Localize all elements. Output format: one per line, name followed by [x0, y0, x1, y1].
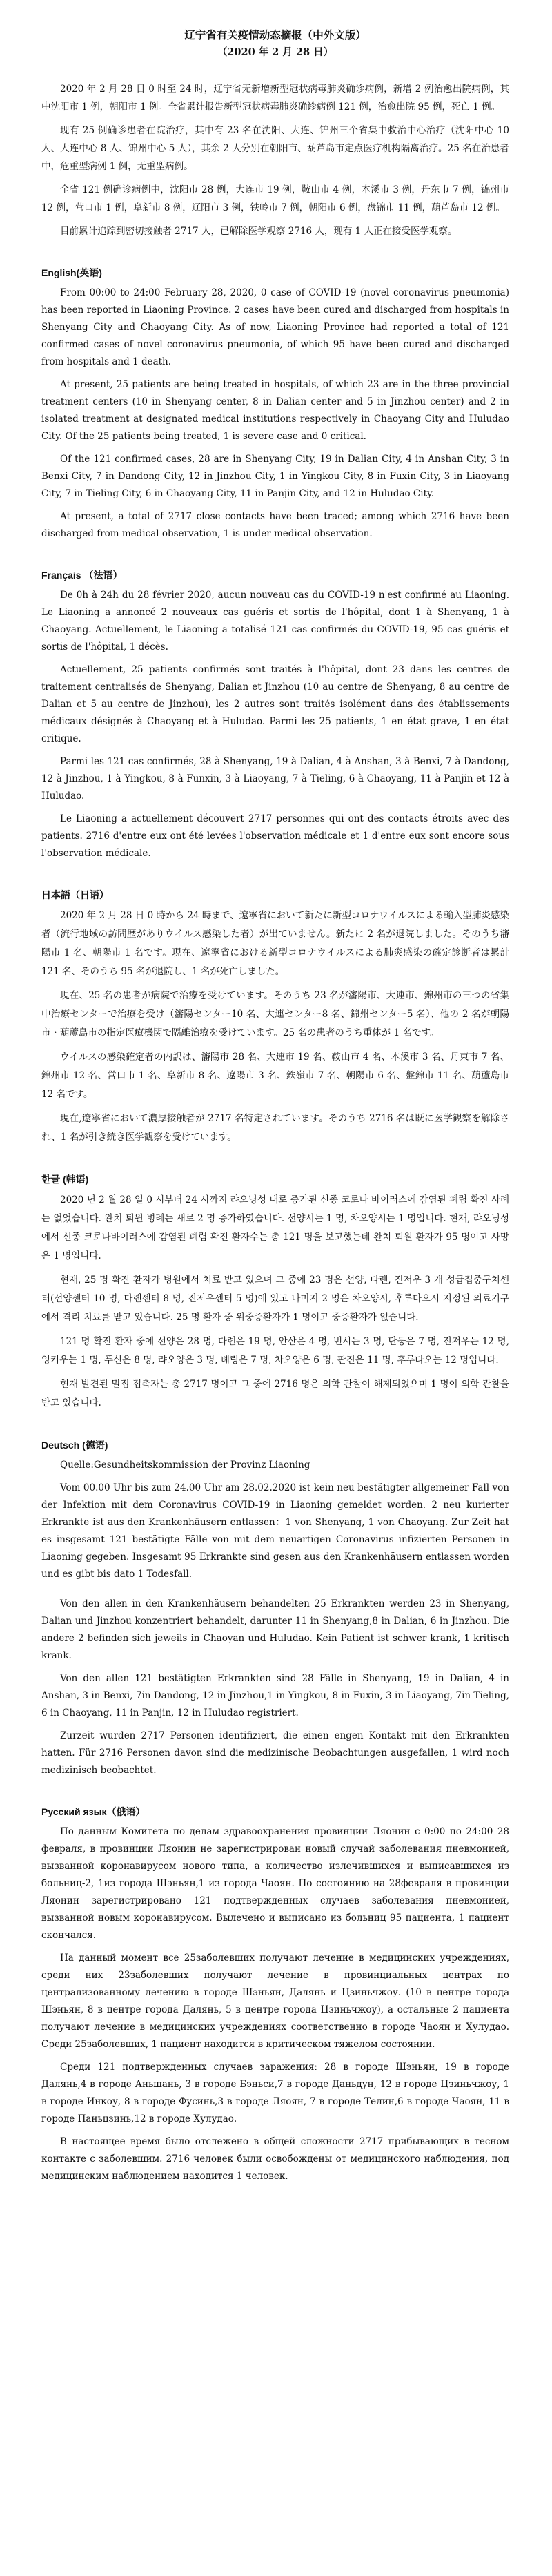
document-title: 辽宁省有关疫情动态摘报（中外文版）	[184, 28, 366, 41]
paragraph-source: Quelle:Gesundheitskommission der Provinz Liaoning	[60, 1460, 310, 1471]
paragraph: From 00:00 to 24:00 February 28, 2020, 0 case of COVID-19 (novel coronavirus pneumonia) has been reported in Liaoning Province. 2 cases have been cured and discharged from hospitals in Shenyang City and Chaoyang City. As of now, Liaoning Province had reported a total of 121 confirmed cases of novel coronavirus pneumonia, of which 95 have been cured and discharged from hospitals and 1 death.	[41, 287, 509, 367]
section-french	[41, 568, 509, 862]
section-korean	[41, 1172, 509, 1413]
paragraph: Of the 121 confirmed cases, 28 are in Shenyang City, 19 in Dalian City, 4 in Anshan City, 3 in Benxi City, 7 in Dandong City, 12 in Jinzhou City, 1 in Yingkou City, 8 in Fuxin City, 3 in Liaoyang City, 7 in Tieling City, 6 in Chaoyang City, 11 in Panjin City, and 12 in Huludao City.	[41, 454, 509, 499]
paragraph: Von den allen in den Krankenhäusern behandelten 25 Erkrankten werden 23 in Shenyang, Dalian und Jinzhou konzentriert behandelt, darunter 11 in Shenyang,8 in Dalian, 6 in Jinzhou. Die andere 2 befinden sich jeweils in Chaoyan und Huludao. Kein Patient ist schwer krank, 1 kritisch krank.	[41, 1598, 509, 1661]
paragraph: Von den allen 121 bestätigten Erkrankten sind 28 Fälle in Shenyang, 19 in Dalian, 4 in Anshan, 3 in Benxi, 7in Dandong, 12 in Jinzhou,1 in Yingkou, 8 in Fuxin, 3 in Liaoyang, 7in Tieling, 6 in Chaoyang, 11 in Panjin, 12 in Huludao registriert.	[41, 1673, 509, 1718]
paragraph: 121 명 확진 환자 중에 선양은 28 명, 다롄은 19 명, 안산은 4 명, 번시는 3 명, 단둥은 7 명, 진저우는 12 명, 잉커우는 1 명, 푸신은 8 명, 랴오양은 3 명, 톄링은 7 명, 차오양은 6 명, 판진은 11 명, 후루다오는 12 명입니다.	[41, 1336, 509, 1366]
paragraph: At present, 25 patients are being treated in hospitals, of which 23 are in the three provincial treatment centers (10 in Shenyang center, 8 in Dalian center and 5 in Jinzhou center) and 2 in isolated treatment at designated medical institutions respectively in Chaoyang City and Huludao City. Of the 25 patients being treated, 1 is severe case and 0 critical.	[41, 379, 509, 442]
paragraph: Zurzeit wurden 2717 Personen identifiziert, die einen engen Kontakt mit den Erkrankten hatten. Für 2716 Personen davon sind die medizinische Beobachtungen ausgefallen, 1 wird noch medizinisch beobachtet.	[41, 1730, 509, 1776]
section-chinese	[41, 80, 509, 240]
paragraph: Actuellement, 25 patients confirmés sont traités à l'hôpital, dont 23 dans les centres de traitement centralisés de Shenyang, Dalian et Jinzhou (10 au centre de Shenyang, 8 au centre de Dalian et 5 au centre de Jinzhou), les 2 autres sont traités isolément dans des établissements médicaux désignés à Chaoyang et à Huludao. Parmi les 25 patients, 1 en état grave, 1 en état critique.	[41, 664, 509, 744]
section-heading: 日本語（日语）	[41, 889, 109, 900]
section-heading: 한글 (韩语)	[41, 1174, 89, 1185]
section-japanese	[41, 887, 509, 1147]
paragraph: 2020 年 2 月 28 日 0 時から 24 時まで、遼寧省において新たに新型コロナウイルスによる輸入型肺炎感染者（流行地域の訪問歴がありウイルス感染した者）が出ていません。新たに 2 名が退院しました。そのうち瀋陽市 1 名、朝陽市 1 名です。現在、遼寧省における新型コロナウイルスによる肺炎感染の確定診断者は累計 121 名、そのうち 95 名が退院し、1 名が死亡しました。	[41, 910, 509, 977]
paragraph: 目前累计追踪到密切接触者 2717 人，已解除医学观察 2716 人，现有 1 人正在接受医学观察。	[60, 226, 457, 237]
paragraph: 現在、25 名の患者が病院で治療を受けています。そのうち 23 名が瀋陽市、大連市、錦州市の三つの省集中治療センターで治療を受け（瀋陽センター10 名、大連センター8 名、錦州センター5 名）、他の 2 名が朝陽市・葫蘆島市の指定医療機関で隔離治療を受けています。25 名の患者のうち重体が 1 名です。	[41, 990, 509, 1038]
paragraph: 현재 발견된 밀접 접촉자는 총 2717 명이고 그 중에 2716 명은 의학 관찰이 해제되었으며 1 명이 의학 관찰을 받고 있습니다.	[41, 1379, 509, 1408]
paragraph: Parmi les 121 cas confirmés, 28 à Shenyang, 19 à Dalian, 4 à Anshan, 3 à Benxi, 7 à Dandong, 12 à Jinzhou, 1 à Yingkou, 8 à Funxin, 3 à Liaoyang, 7 à Tieling, 6 à Chaoyang, 11 à Panjin et 12 à Huludao.	[41, 756, 509, 802]
paragraph: Le Liaoning a actuellement découvert 2717 personnes qui ont des contacts étroits avec des patients. 2716 d'entre eux ont été levées l'observation médicale et 1 d'entre eux sont encore sous l'observation médicale.	[41, 813, 509, 859]
paragraph: 現在,遼寧省において濃厚接触者が 2717 名特定されています。そのうち 2716 名は既に医学観察を解除され、1 名が引き続き医学観察を受けています。	[41, 1113, 509, 1143]
paragraph: Vom 00.00 Uhr bis zum 24.00 Uhr am 28.02.2020 ist kein neu bestätigter allgemeiner Fall von der Infektion mit dem Coronavirus COVID-19 in Liaoning gemeldet worden. 2 neu kurierter Erkrankte ist aus den Krankenhäusern entlassen：1 von Shenyang, 1 von Chaoyang. Zur Zeit hat es insgesamt 121 bestätigte Fälle von mit dem neuartigen Coronavirus infizierten Personen in Liaoning gegeben. Insgesamt 95 Erkrankte sind gesen aus den Krankenhäusern entlassen worden und es gibt bis dato 1 Todesfall.	[41, 1482, 509, 1580]
section-english	[41, 265, 509, 543]
paragraph: At present, a total of 2717 close contacts have been traced; among which 2716 have been discharged from medical observation, 1 is under medical observation.	[41, 511, 509, 539]
paragraph: ウイルスの感染確定者の内訳は、瀋陽市 28 名、大連市 19 名、鞍山市 4 名、本溪市 3 名、丹東市 7 名、錦州市 12 名、営口市 1 名、阜新市 8 名、遼陽市 3 名、鉄嶺市 7 名、朝陽市 6 名、盤錦市 11 名、葫蘆島市 12 名です。	[41, 1052, 509, 1100]
paragraph: Среди 121 подтвержденных случаев заражения: 28 в городе Шэньян, 19 в городе Далянь,4 в городе Аньшань, 3 в городе Бэньси,7 в городе Даньдун, 12 в городе Цзиньчжоу, 1 в городе Инкоу, 8 в городе Фусинь,3 в городе Ляоян, 7 в городе Телин,6 в городе Чаоян, 11 в городе Паньцзинь,12 в городе Хулудао.	[41, 2062, 509, 2124]
paragraph: 现有 25 例确诊患者在院治疗，其中有 23 名在沈阳、大连、锦州三个省集中救治中心治疗（沈阳中心 10 人、大连中心 8 人、锦州中心 5 人），其余 2 人分别在朝阳市、葫芦岛市定点医疗机构隔离治疗。25 名在治患者中，危重型病例 1 例，无重型病例。	[41, 125, 509, 172]
paragraph: На данный момент все 25заболевших получают лечение в медицинских учреждениях, среди них 23заболевших получают лечение в провинциальных центрах по централизованному лечению в городе Шэньян, Далянь и Цзиньчжоу. (10 в центре города Шэньян, 8 в центре города Далянь, 5 в центре города Цзиньчжоу), а остальные 2 пациента получают лечение в медицинских учреждениях соответственно в городе Чаоян и Хулудао. Среди 25заболевших, 1 пациент находится в критическом тяжелом состоянии.	[41, 1953, 509, 2050]
section-heading: Deutsch (德语)	[41, 1440, 108, 1451]
section-heading: Français （法语）	[41, 570, 123, 581]
paragraph: 全省 121 例确诊病例中，沈阳市 28 例，大连市 19 例，鞍山市 4 例，本溪市 3 例，丹东市 7 例，锦州市 12 例，营口市 1 例，阜新市 8 例，辽阳市 3 例，铁岭市 7 例，朝阳市 6 例，盘锦市 11 例，葫芦岛市 12 例。	[41, 184, 509, 213]
paragraph: 2020 년 2 월 28 일 0 시부터 24 시까지 랴오닝성 내로 증가된 신종 코로나 바이러스에 감염된 폐렴 확진 사례는 없었습니다. 완치 퇴원 병례는 새로 2 명 증가하였습니다. 선양시는 1 명, 차오양시는 1 명입니다. 현재, 랴오닝성에서 신종 코로나바이러스에 감염된 폐렴 확진 환자수는 총 121 명을 보고했는데 완치 퇴원 환자가 95 명이고 사망은 1 명입니다.	[41, 1194, 509, 1261]
section-russian	[41, 1804, 509, 2185]
document-date: （2020 年 2 月 28 日）	[217, 46, 334, 58]
section-heading: Русский язык（俄语）	[41, 1806, 146, 1817]
paragraph: De 0h à 24h du 28 février 2020, aucun nouveau cas du COVID-19 n'est confirmé au Liaoning. Le Liaoning a annoncé 2 nouveaux cas guéris et sortis de l'hôpital, dont 1 à Shenyang, 1 à Chaoyang. Actuellement, le Liaoning a totalisé 121 cas confirmés du COVID-19, 95 cas guéris et sortis de l'hôpital, 1 décès.	[41, 590, 509, 652]
section-heading: English(英语)	[41, 267, 102, 278]
paragraph: 2020 年 2 月 28 日 0 时至 24 时，辽宁省无新增新型冠状病毒肺炎确诊病例，新增 2 例治愈出院病例，其中沈阳市 1 例，朝阳市 1 例。全省累计报告新型冠状病毒肺炎确诊病例 121 例，治愈出院 95 例，死亡 1 例。	[41, 84, 509, 113]
section-german	[41, 1437, 509, 1779]
paragraph: В настоящее время было отслежено в общей сложности 2717 прибывающих в тесном контакте с заболевшим. 2716 человек были освобождены от медицинского наблюдения, под медицинским наблюдением находится 1 человек.	[41, 2136, 509, 2182]
paragraph: По данным Комитета по делам здравоохранения провинции Ляонин с 0:00 по 24:00 28 февраля, в провинции Ляонин не зарегистрирован новый случай заболевания пневмонией, вызванной коронавирусом нового типа, а количество излечившихся и выписавшихся из больниц-2, 1из города Шэньян,1 из города Чаоян. По состоянию на 28февраля в провинции Ляонин зарегистрировано 121 подтвержденных случаев заболевания пневмонией, вызванной новым коронавирусом. Вылечено и выписано из больниц 95 пациента, 1 пациент скончался.	[41, 1826, 509, 1941]
paragraph: 현재, 25 명 확진 환자가 병원에서 치료 받고 있으며 그 중에 23 명은 선양, 다롄, 진저우 3 개 성급집중구치센터(선양센터 10 명, 다롄센터 8 명, 진저우센터 5 명)에 있고 나머지 2 명은 차오양시, 후루다오시 지정된 의료기구에서 격리 치료를 받고 있습니다. 25 명 환자 중 위중증환자가 1 명이고 중증환자가 없습니다.	[41, 1275, 509, 1323]
